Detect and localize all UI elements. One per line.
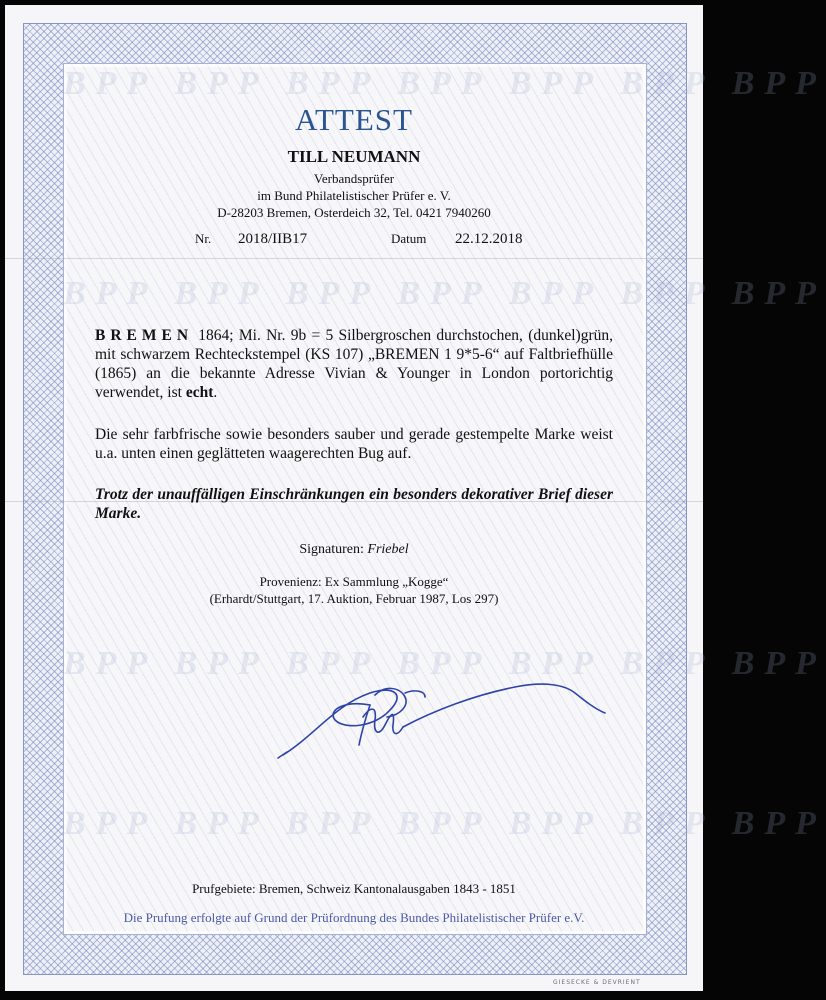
signatures-value: Friebel	[367, 542, 409, 557]
date-label: Datum	[391, 231, 427, 246]
certificate-sheet	[5, 5, 826, 991]
certificate-title: ATTEST	[295, 102, 413, 137]
handwritten-signature	[275, 665, 635, 775]
examiner-name: TILL NEUMANN	[287, 147, 421, 166]
watermark-row: BPP BPP BPP BPP BPP BPP BPP	[63, 645, 826, 682]
examination-rules-note: Die Prufung erfolgte auf Grund der Prüfordnung des Bundes Philatelistischer Prüfer e.V.	[123, 910, 585, 925]
examination-scope: Prufgebiete: Bremen, Schweiz Kantonalausgaben 1843 - 1851	[192, 881, 516, 896]
reference-number-label: Nr.	[195, 231, 212, 246]
examiner-association: im Bund Philatelistischer Prüfer e. V.	[257, 188, 451, 203]
description-end: .	[213, 384, 218, 401]
reference-number-value: 2018/IIB17	[238, 231, 308, 247]
description-text: 1864; Mi. Nr. 9b = 5 Silbergroschen durchstochen, (dunkel)grün, mit schwarzem Rechteckstempel (KS 107) „BREMEN 1 9*5-6“ auf Faltbriefhülle (1865) an die bekannte Adresse Vivian & Younger in London portorichtig verwendet, ist	[95, 327, 613, 401]
issuer-name: BREMEN	[95, 327, 194, 344]
verdict: echt	[185, 384, 214, 401]
printer-mark: GIESECKE & DEVRIENT	[553, 979, 641, 986]
watermark-row: BPP BPP BPP BPP BPP BPP BPP	[63, 805, 826, 842]
description-paragraph	[95, 326, 613, 402]
fold-line	[5, 258, 703, 259]
signatures-line	[63, 542, 645, 558]
provenance-detail: (Erhardt/Stuttgart, 17. Auktion, Februar 1987, Los 297)	[209, 591, 499, 606]
summary-paragraph: Trotz der unauffälligen Einschränkungen ein besonders dekorativer Brief dieser Marke.	[95, 486, 613, 522]
provenance-line: Provenienz: Ex Sammlung „Kogge“	[259, 574, 449, 589]
date-value: 22.12.2018	[455, 231, 523, 247]
watermark-row: BPP BPP BPP BPP BPP BPP BPP	[63, 275, 826, 312]
examiner-role: Verbandsprüfer	[313, 171, 395, 186]
watermark-row: BPP BPP BPP BPP BPP BPP BPP	[63, 65, 826, 102]
condition-paragraph: Die sehr farbfrische sowie besonders sauber und gerade gestempelte Marke weist u.a. unten einen geglätteten waagerechten Bug auf.	[95, 426, 613, 462]
signatures-label: Signaturen:	[299, 542, 368, 557]
examiner-address: D-28203 Bremen, Osterdeich 32, Tel. 0421 7940260	[217, 205, 491, 220]
